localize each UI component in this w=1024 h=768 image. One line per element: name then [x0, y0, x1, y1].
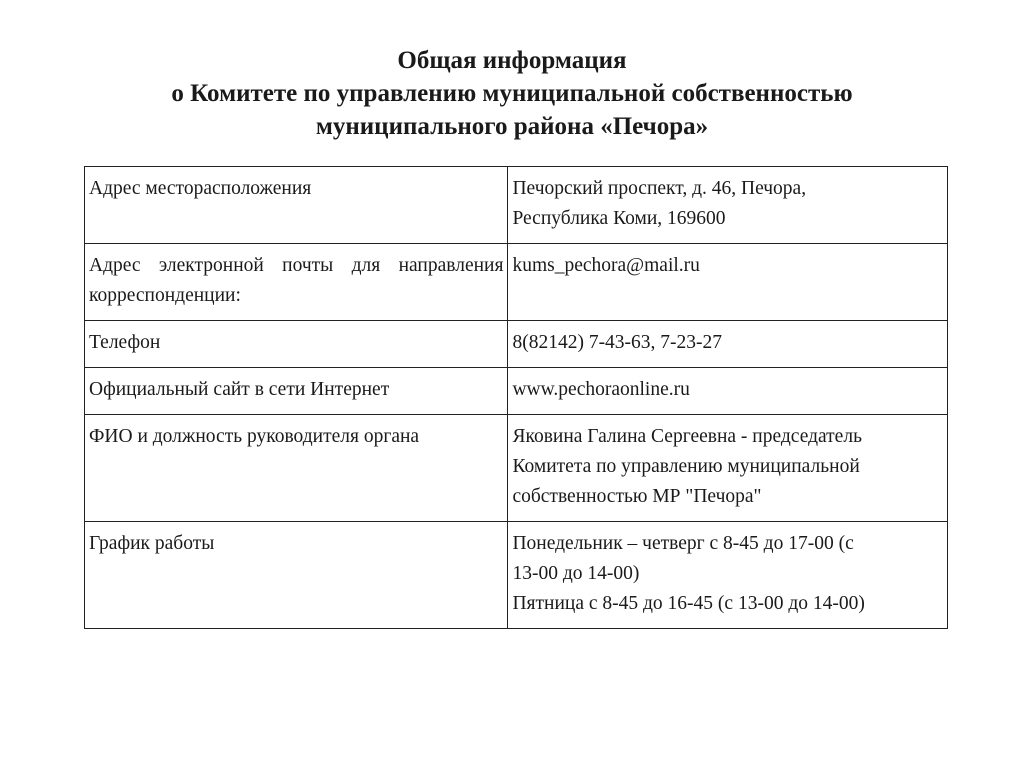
title-line-1: Общая информация	[397, 47, 627, 74]
value-schedule	[508, 522, 948, 629]
table-row-address	[85, 167, 948, 244]
table-row-website	[85, 368, 948, 415]
value-head-line-1: Яковина Галина Сергеевна - председатель	[512, 426, 862, 447]
table-row-phone	[85, 321, 948, 368]
value-schedule-line-3: Пятница с 8-45 до 16-45 (с 13-00 до 14-00)	[512, 593, 865, 614]
table-row-head	[85, 415, 948, 522]
table-row-email	[85, 244, 948, 321]
value-email-line-1: kums_pechora@mail.ru	[512, 255, 700, 276]
value-email	[508, 244, 948, 321]
info-table	[84, 166, 948, 629]
value-address	[508, 167, 948, 244]
table-row-schedule	[85, 522, 948, 629]
value-head-line-2: Комитета по управлению муниципальной	[512, 456, 860, 477]
title-line-2: о Комитете по управлению муниципальной собственностью	[171, 80, 853, 107]
label-phone: Телефон	[85, 321, 508, 368]
value-schedule-line-1: Понедельник – четверг с 8-45 до 17-00 (с	[512, 533, 854, 554]
value-phone	[508, 321, 948, 368]
label-address: Адрес месторасположения	[85, 167, 508, 244]
value-phone-line-1: 8(82142) 7-43-63, 7-23-27	[512, 332, 723, 353]
value-website-line-1: www.pechoraonline.ru	[512, 379, 690, 400]
title-line-3: муниципального района «Печора»	[315, 113, 709, 140]
value-head	[508, 415, 948, 522]
value-head-line-3: собственностью МР "Печора"	[512, 486, 762, 507]
label-email: Адрес электронной почты для направления корреспонденции:	[85, 244, 508, 321]
label-head: ФИО и должность руководителя органа	[85, 415, 508, 522]
value-address-line-1: Печорский проспект, д. 46, Печора,	[512, 178, 807, 199]
value-website	[508, 368, 948, 415]
label-schedule: График работы	[85, 522, 508, 629]
label-website: Официальный сайт в сети Интернет	[85, 368, 508, 415]
value-address-line-2: Республика Коми, 169600	[512, 208, 726, 229]
value-schedule-line-2: 13-00 до 14-00)	[512, 563, 640, 584]
page-title	[0, 44, 1024, 143]
